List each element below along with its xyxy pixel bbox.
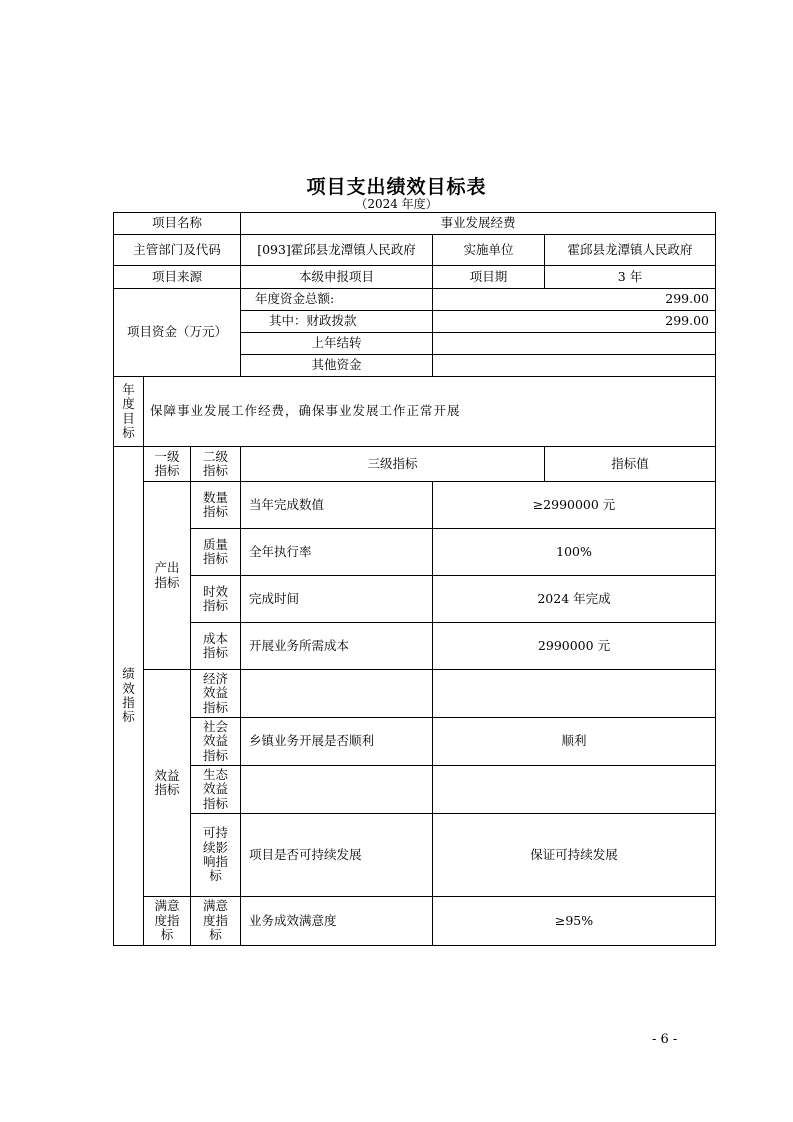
row-benefit-ecological: [114, 766, 716, 814]
project-name-label: 项目名称: [114, 213, 241, 235]
benefit-l3: 项目是否可持续发展: [241, 814, 433, 897]
output-value: 100%: [433, 529, 716, 576]
department-label: 主管部门及代码: [114, 235, 241, 266]
output-l2: 时效指标: [191, 576, 241, 623]
satisfaction-value: ≥95%: [433, 897, 716, 946]
benefit-l3: 乡镇业务开展是否顺利: [241, 718, 433, 766]
output-l3: 开展业务所需成本: [241, 623, 433, 670]
benefit-l2: 社会效益指标: [191, 718, 241, 766]
funds-other-label: 其他资金: [241, 355, 433, 377]
benefit-value: [433, 670, 716, 718]
row-indicator-header: [114, 447, 716, 482]
benefit-l2: 经济效益指标: [191, 670, 241, 718]
department-value: [093]霍邱县龙潭镇人民政府: [241, 235, 433, 266]
page-number: - 6 -: [652, 1032, 678, 1047]
row-benefit-sustainable: [114, 814, 716, 897]
output-l2: 成本指标: [191, 623, 241, 670]
output-l2: 数量指标: [191, 482, 241, 529]
indicators-label: 绩效指标: [114, 447, 144, 946]
benefit-indicators-label: 效益指标: [144, 670, 191, 897]
header-value: 指标值: [545, 447, 716, 482]
row-annual-goal: [114, 377, 716, 447]
header-level2: 二级指标: [191, 447, 241, 482]
row-source: [114, 266, 716, 289]
funds-carryover-label: 上年结转: [241, 333, 433, 355]
funds-carryover-value: [433, 333, 716, 355]
performance-table: [113, 212, 716, 946]
benefit-l2: 生态效益指标: [191, 766, 241, 814]
source-label: 项目来源: [114, 266, 241, 289]
row-benefit-social: [114, 718, 716, 766]
page-subtitle: （2024 年度）: [355, 197, 438, 211]
output-value: 2024 年完成: [433, 576, 716, 623]
benefit-value: 顺利: [433, 718, 716, 766]
implementing-unit-label: 实施单位: [433, 235, 545, 266]
row-output-quality: [114, 529, 716, 576]
source-value: 本级申报项目: [241, 266, 433, 289]
output-value: 2990000 元: [433, 623, 716, 670]
row-benefit-economic: [114, 670, 716, 718]
period-label: 项目期: [433, 266, 545, 289]
benefit-l3: [241, 670, 433, 718]
output-value: ≥2990000 元: [433, 482, 716, 529]
funds-total-value: 299.00: [433, 289, 716, 311]
header-level3: 三级指标: [241, 447, 545, 482]
funds-label: 项目资金（万元）: [114, 289, 241, 377]
satisfaction-indicators-label: 满意度指标: [144, 897, 191, 946]
row-output-cost: [114, 623, 716, 670]
row-project-name: [114, 213, 716, 235]
funds-total-label: 年度资金总额:: [241, 289, 433, 311]
output-l3: 当年完成数值: [241, 482, 433, 529]
benefit-l2: 可持续影响指标: [191, 814, 241, 897]
satisfaction-l3: 业务成效满意度: [241, 897, 433, 946]
row-satisfaction: [114, 897, 716, 946]
annual-goal-label: 年度目标: [114, 377, 144, 447]
output-l3: 全年执行率: [241, 529, 433, 576]
period-value: 3 年: [545, 266, 716, 289]
row-output-quantity: [114, 482, 716, 529]
satisfaction-l2: 满意度指标: [191, 897, 241, 946]
implementing-unit-value: 霍邱县龙潭镇人民政府: [545, 235, 716, 266]
row-funds-total: [114, 289, 716, 311]
funds-fiscal-value: 299.00: [433, 311, 716, 333]
annual-goal-text: 保障事业发展工作经费，确保事业发展工作正常开展: [144, 377, 716, 447]
project-name-value: 事业发展经费: [241, 213, 716, 235]
row-department: [114, 235, 716, 266]
benefit-value: 保证可持续发展: [433, 814, 716, 897]
funds-fiscal-label: 其中：财政拨款: [241, 311, 433, 333]
output-indicators-label: 产出指标: [144, 482, 191, 670]
header-level1: 一级指标: [144, 447, 191, 482]
output-l2: 质量指标: [191, 529, 241, 576]
page-title: 项目支出绩效目标表: [306, 176, 487, 198]
benefit-value: [433, 766, 716, 814]
benefit-l3: [241, 766, 433, 814]
row-output-timeliness: [114, 576, 716, 623]
funds-other-value: [433, 355, 716, 377]
output-l3: 完成时间: [241, 576, 433, 623]
